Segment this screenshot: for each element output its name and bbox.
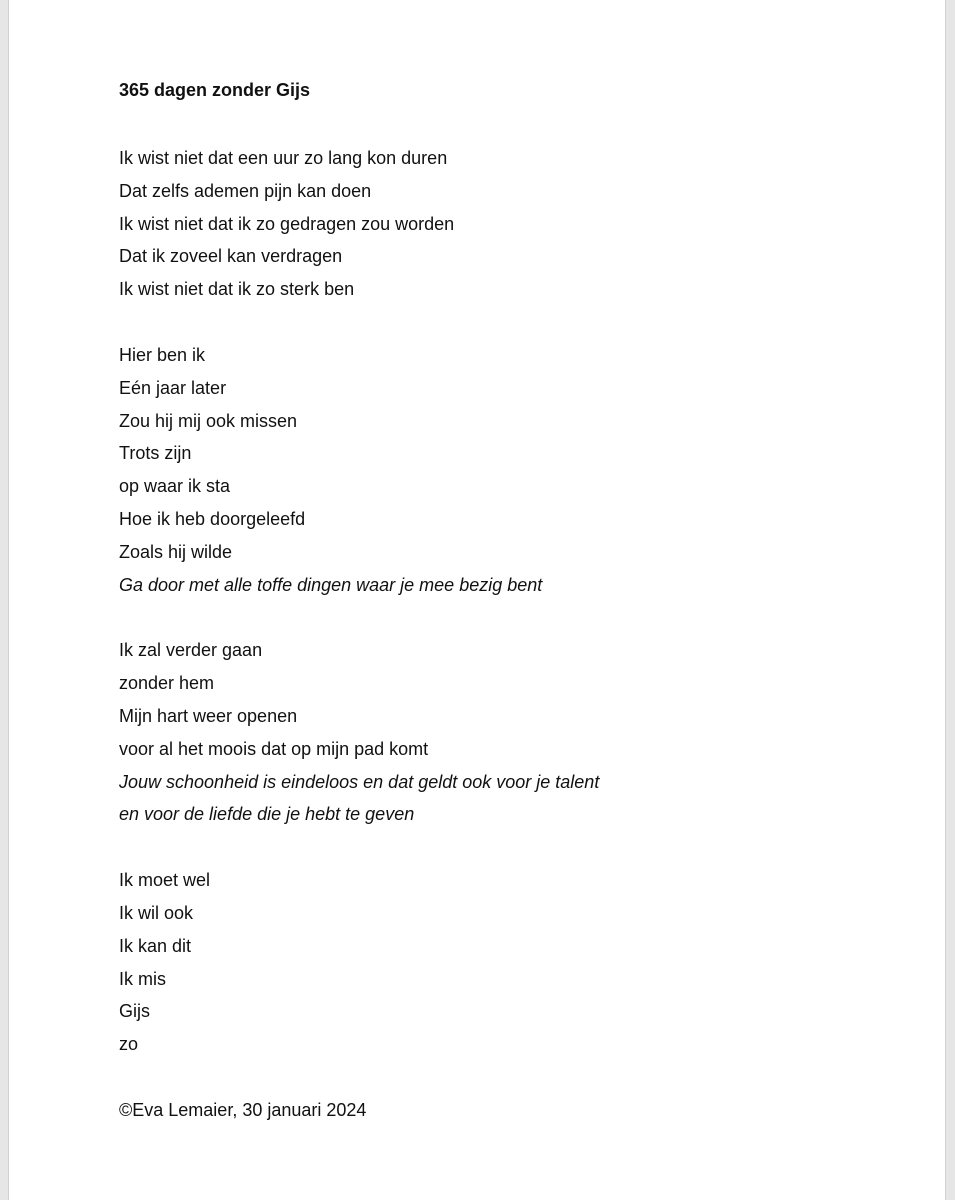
poem-line: Ik wil ook <box>119 902 194 923</box>
poem-line: Zou hij mij ook missen <box>119 410 298 431</box>
poem-line: Trots zijn <box>119 443 192 464</box>
poem-line: Ik mis <box>119 968 166 989</box>
poem-line: Hier ben ik <box>119 344 206 365</box>
poem-line: Gijs <box>119 1001 150 1022</box>
poem-line: Mijn hart weer openen <box>119 705 298 726</box>
poem-line: zo <box>119 1034 139 1055</box>
poem-line: Ik wist niet dat een uur zo lang kon duren <box>119 148 448 168</box>
poem-line: Zoals hij wilde <box>119 541 233 562</box>
poem-body <box>119 76 879 1127</box>
poem-line-quote: Ga door met alle toffe dingen waar je mee bezig bent <box>119 574 543 595</box>
poem-line: Ik zal verder gaan <box>119 640 263 661</box>
document-page <box>8 0 946 1200</box>
poem-line: op waar ik sta <box>119 476 231 497</box>
poem-line: voor al het moois dat op mijn pad komt <box>119 738 429 759</box>
poem-line: Ik moet wel <box>119 870 211 891</box>
poem-line: Hoe ik heb doorgeleefd <box>119 508 306 529</box>
poem-line: Dat ik zoveel kan verdragen <box>119 246 343 267</box>
title-spacer <box>119 104 879 142</box>
stanza-2 <box>119 339 879 601</box>
copyright-signature: ©Eva Lemaier, 30 januari 2024 <box>119 1099 367 1120</box>
poem-title: 365 dagen zonder Gijs <box>119 80 311 100</box>
stanza-3 <box>119 634 879 831</box>
stanza-1 <box>119 142 879 306</box>
stanza-4 <box>119 864 879 1061</box>
poem-line: Ik wist niet dat ik zo sterk ben <box>119 279 355 300</box>
poem-line-quote: en voor de liefde die je hebt te geven <box>119 804 415 825</box>
poem-line-quote: Jouw schoonheid is eindeloos en dat geldt ook voor je talent <box>119 771 600 792</box>
poem-line: Ik kan dit <box>119 935 192 956</box>
poem-line: Dat zelfs ademen pijn kan doen <box>119 180 372 201</box>
poem-line: Ik wist niet dat ik zo gedragen zou worden <box>119 213 455 234</box>
poem-line: zonder hem <box>119 673 215 694</box>
poem-line: Eén jaar later <box>119 377 227 398</box>
